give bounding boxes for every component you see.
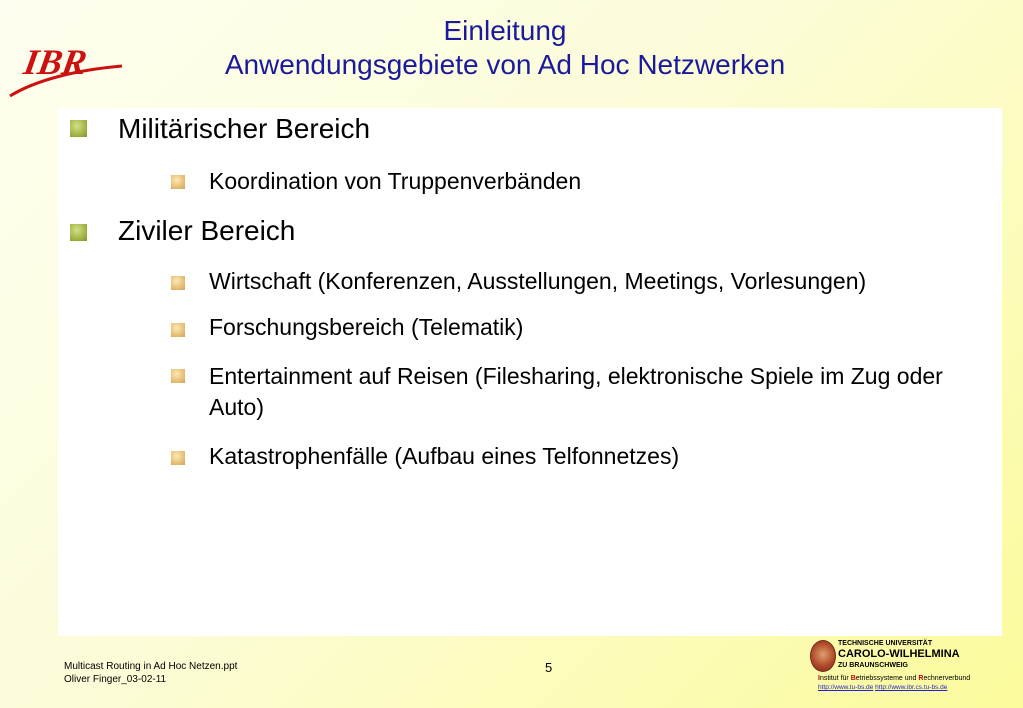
bullet-level2: Entertainment auf Reisen (Filesharing, elektronische Spiele im Zug oder Auto)	[209, 363, 943, 420]
footer-filename: Multicast Routing in Ad Hoc Netzen.ppt	[64, 661, 238, 672]
footer-info	[64, 660, 237, 686]
slide-title-line1: Einleitung	[443, 15, 567, 46]
bullet-level2: Katastrophenfälle (Aufbau eines Telfonnetzes)	[209, 443, 680, 469]
sub-bullet-icon	[171, 451, 185, 465]
bullet-level1: Ziviler Bereich	[118, 215, 296, 246]
footer-author: Oliver Finger_03-02-11	[64, 674, 167, 685]
sub-bullet-icon	[171, 175, 185, 189]
university-line3: ZU BRAUNSCHWEIG	[838, 662, 908, 669]
sub-bullet-icon	[171, 323, 185, 337]
ibr-link[interactable]: http://www.ibr.cs.tu-bs.de	[875, 684, 948, 691]
bullet-level1: Militärischer Bereich	[118, 113, 371, 144]
bullet-icon	[70, 120, 87, 137]
university-logo	[808, 638, 1008, 700]
university-links	[818, 684, 947, 691]
university-line2: CAROLO-WILHELMINA	[838, 648, 960, 660]
slide-title	[0, 14, 1010, 82]
bullet-icon	[70, 224, 87, 241]
sub-bullet-icon	[171, 276, 185, 290]
university-line1: TECHNISCHE UNIVERSITÄT	[838, 640, 933, 647]
content-area	[58, 108, 1002, 636]
university-seal-icon	[810, 640, 836, 672]
slide-title-line2: Anwendungsgebiete von Ad Hoc Netzwerken	[224, 49, 786, 80]
bullet-level2: Wirtschaft (Konferenzen, Ausstellungen, Meetings, Vorlesungen)	[209, 268, 867, 294]
bullet-level2: Forschungsbereich (Telematik)	[209, 314, 524, 340]
bullet-level2: Koordination von Truppenverbänden	[209, 168, 582, 194]
page-number: 5	[545, 660, 553, 675]
logo-text: IBR	[20, 42, 90, 82]
institute-name: Institut für Betriebssysteme und Rechnerverbund	[818, 675, 971, 682]
sub-bullet-icon	[171, 369, 185, 383]
tu-link[interactable]: http://www.tu-bs.de	[818, 684, 874, 691]
